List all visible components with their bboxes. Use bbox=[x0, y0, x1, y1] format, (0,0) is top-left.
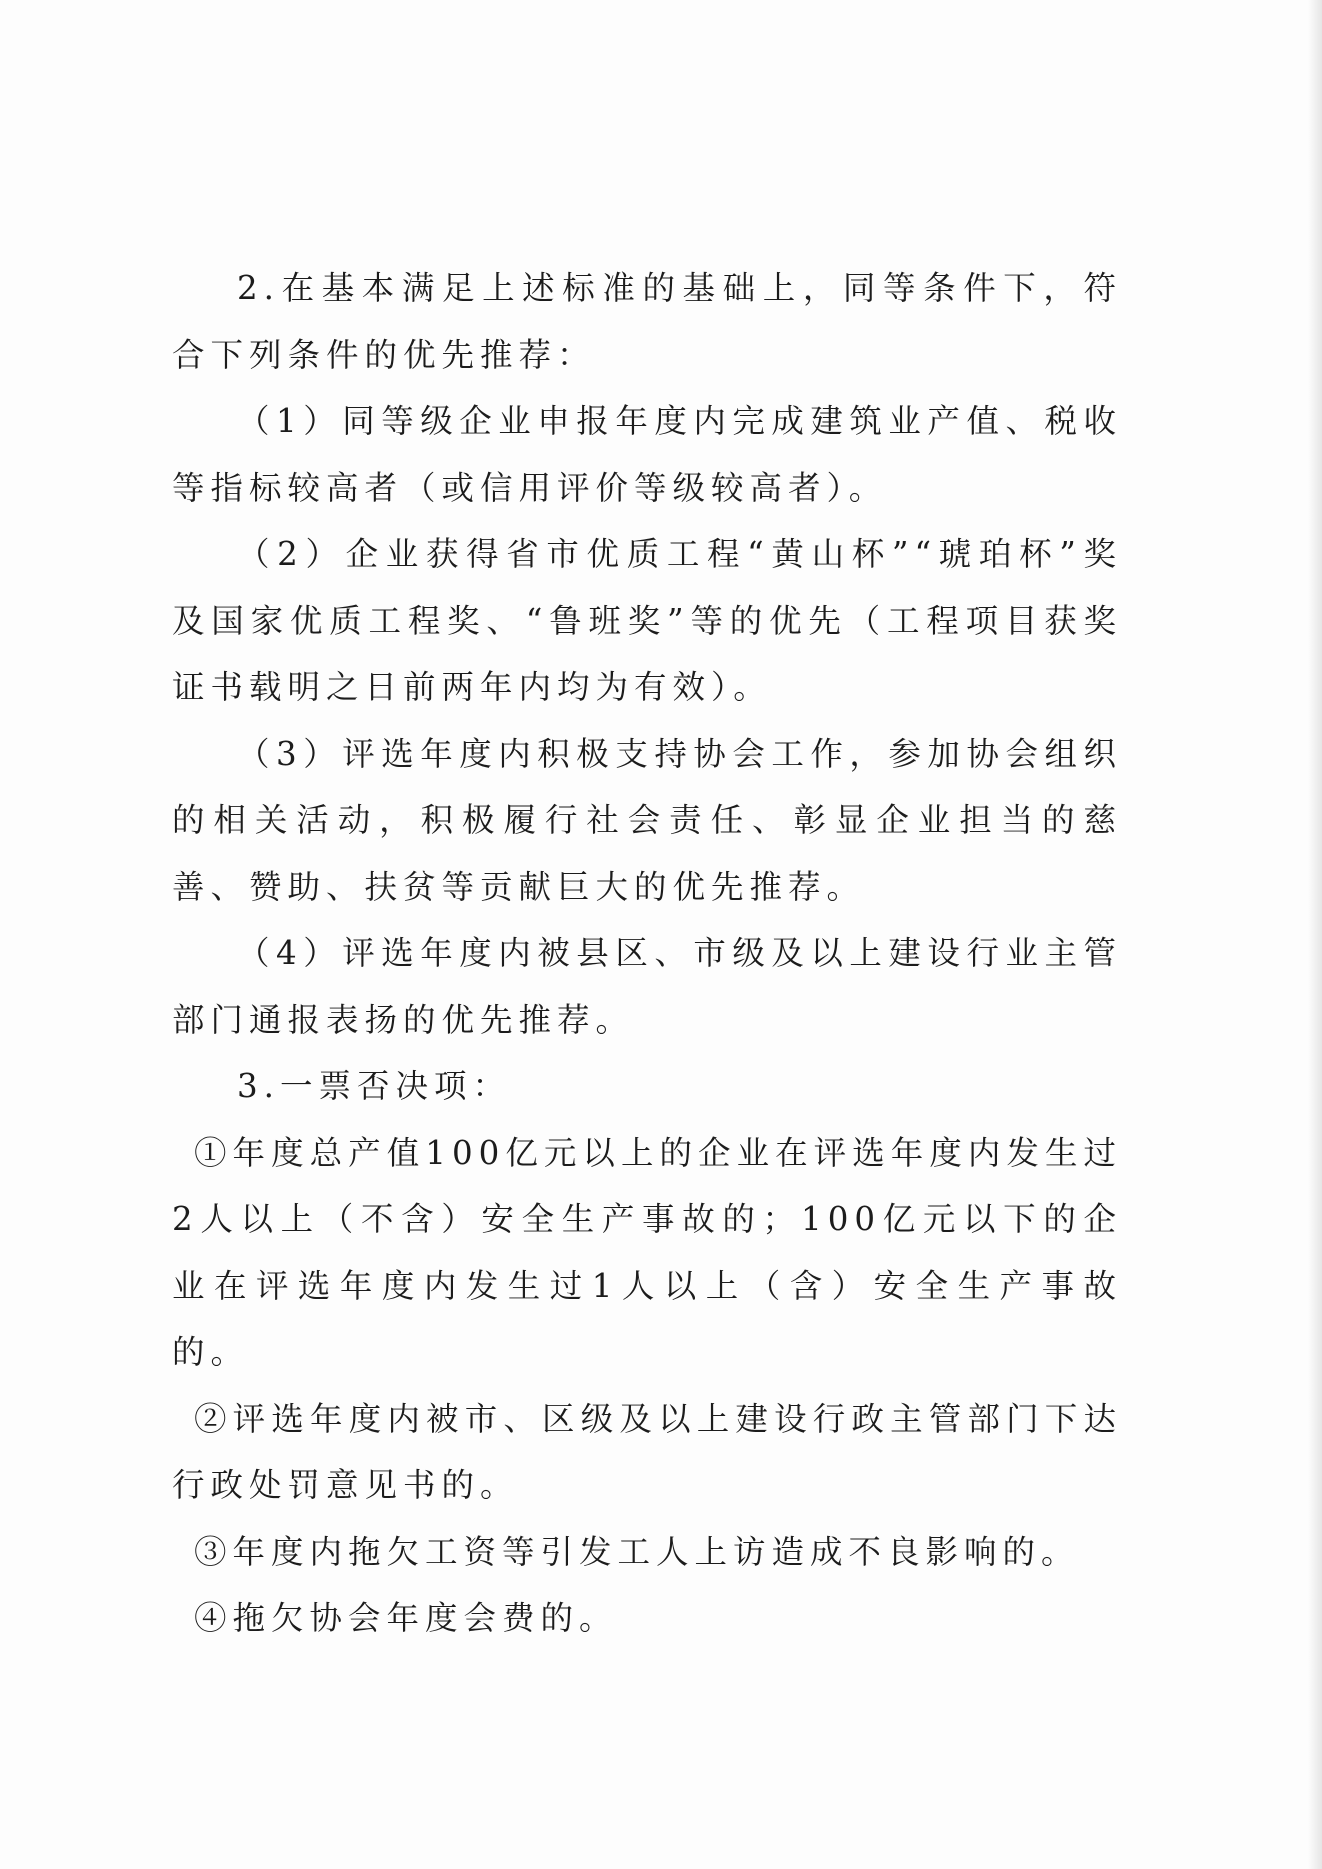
paragraph-veto-4: ④拖欠协会年度会费的。 bbox=[194, 1599, 618, 1637]
paragraph-priority-criteria: 2.在基本满足上述标准的基础上，同等条件下，符合下列条件的优先推荐： bbox=[172, 269, 1122, 374]
paragraph-item-2: （2）企业获得省市优质工程“黄山杯”“琥珀杯”奖及国家优质工程奖、“鲁班奖”等的优先（工程项目获奖证书载明之日前两年内均为有效）。 bbox=[172, 535, 1122, 706]
paragraph-veto-3: ③年度内拖欠工资等引发工人上访造成不良影响的。 bbox=[194, 1532, 1080, 1571]
paragraph-veto-1: ①年度总产值100亿元以上的企业在评选年度内发生过2人以上（不含）安全生产事故的；100亿元以下的企业在评选年度内发生过1人以上（含）安全生产事故的。 bbox=[172, 1133, 1122, 1371]
paragraph-item-3: （3）评选年度内积极支持协会工作，参加协会组织的相关活动，积极履行社会责任、彰显企业担当的慈善、赞助、扶贫等贡献巨大的优先推荐。 bbox=[172, 734, 1122, 906]
paragraph-item-4: （4）评选年度内被县区、市级及以上建设行业主管部门通报表扬的优先推荐。 bbox=[172, 934, 1122, 1039]
paragraph-veto-2: ②评选年度内被市、区级及以上建设行政主管部门下达行政处罚意见书的。 bbox=[172, 1399, 1122, 1504]
paragraph-veto-heading: 3.一票否决项： bbox=[237, 1067, 512, 1105]
document-body bbox=[172, 255, 1122, 1652]
scan-edge-shadow bbox=[1308, 0, 1322, 1869]
paragraph-item-1: （1）同等级企业申报年度内完成建筑业产值、税收等指标较高者（或信用评价等级较高者）。 bbox=[172, 402, 1122, 507]
